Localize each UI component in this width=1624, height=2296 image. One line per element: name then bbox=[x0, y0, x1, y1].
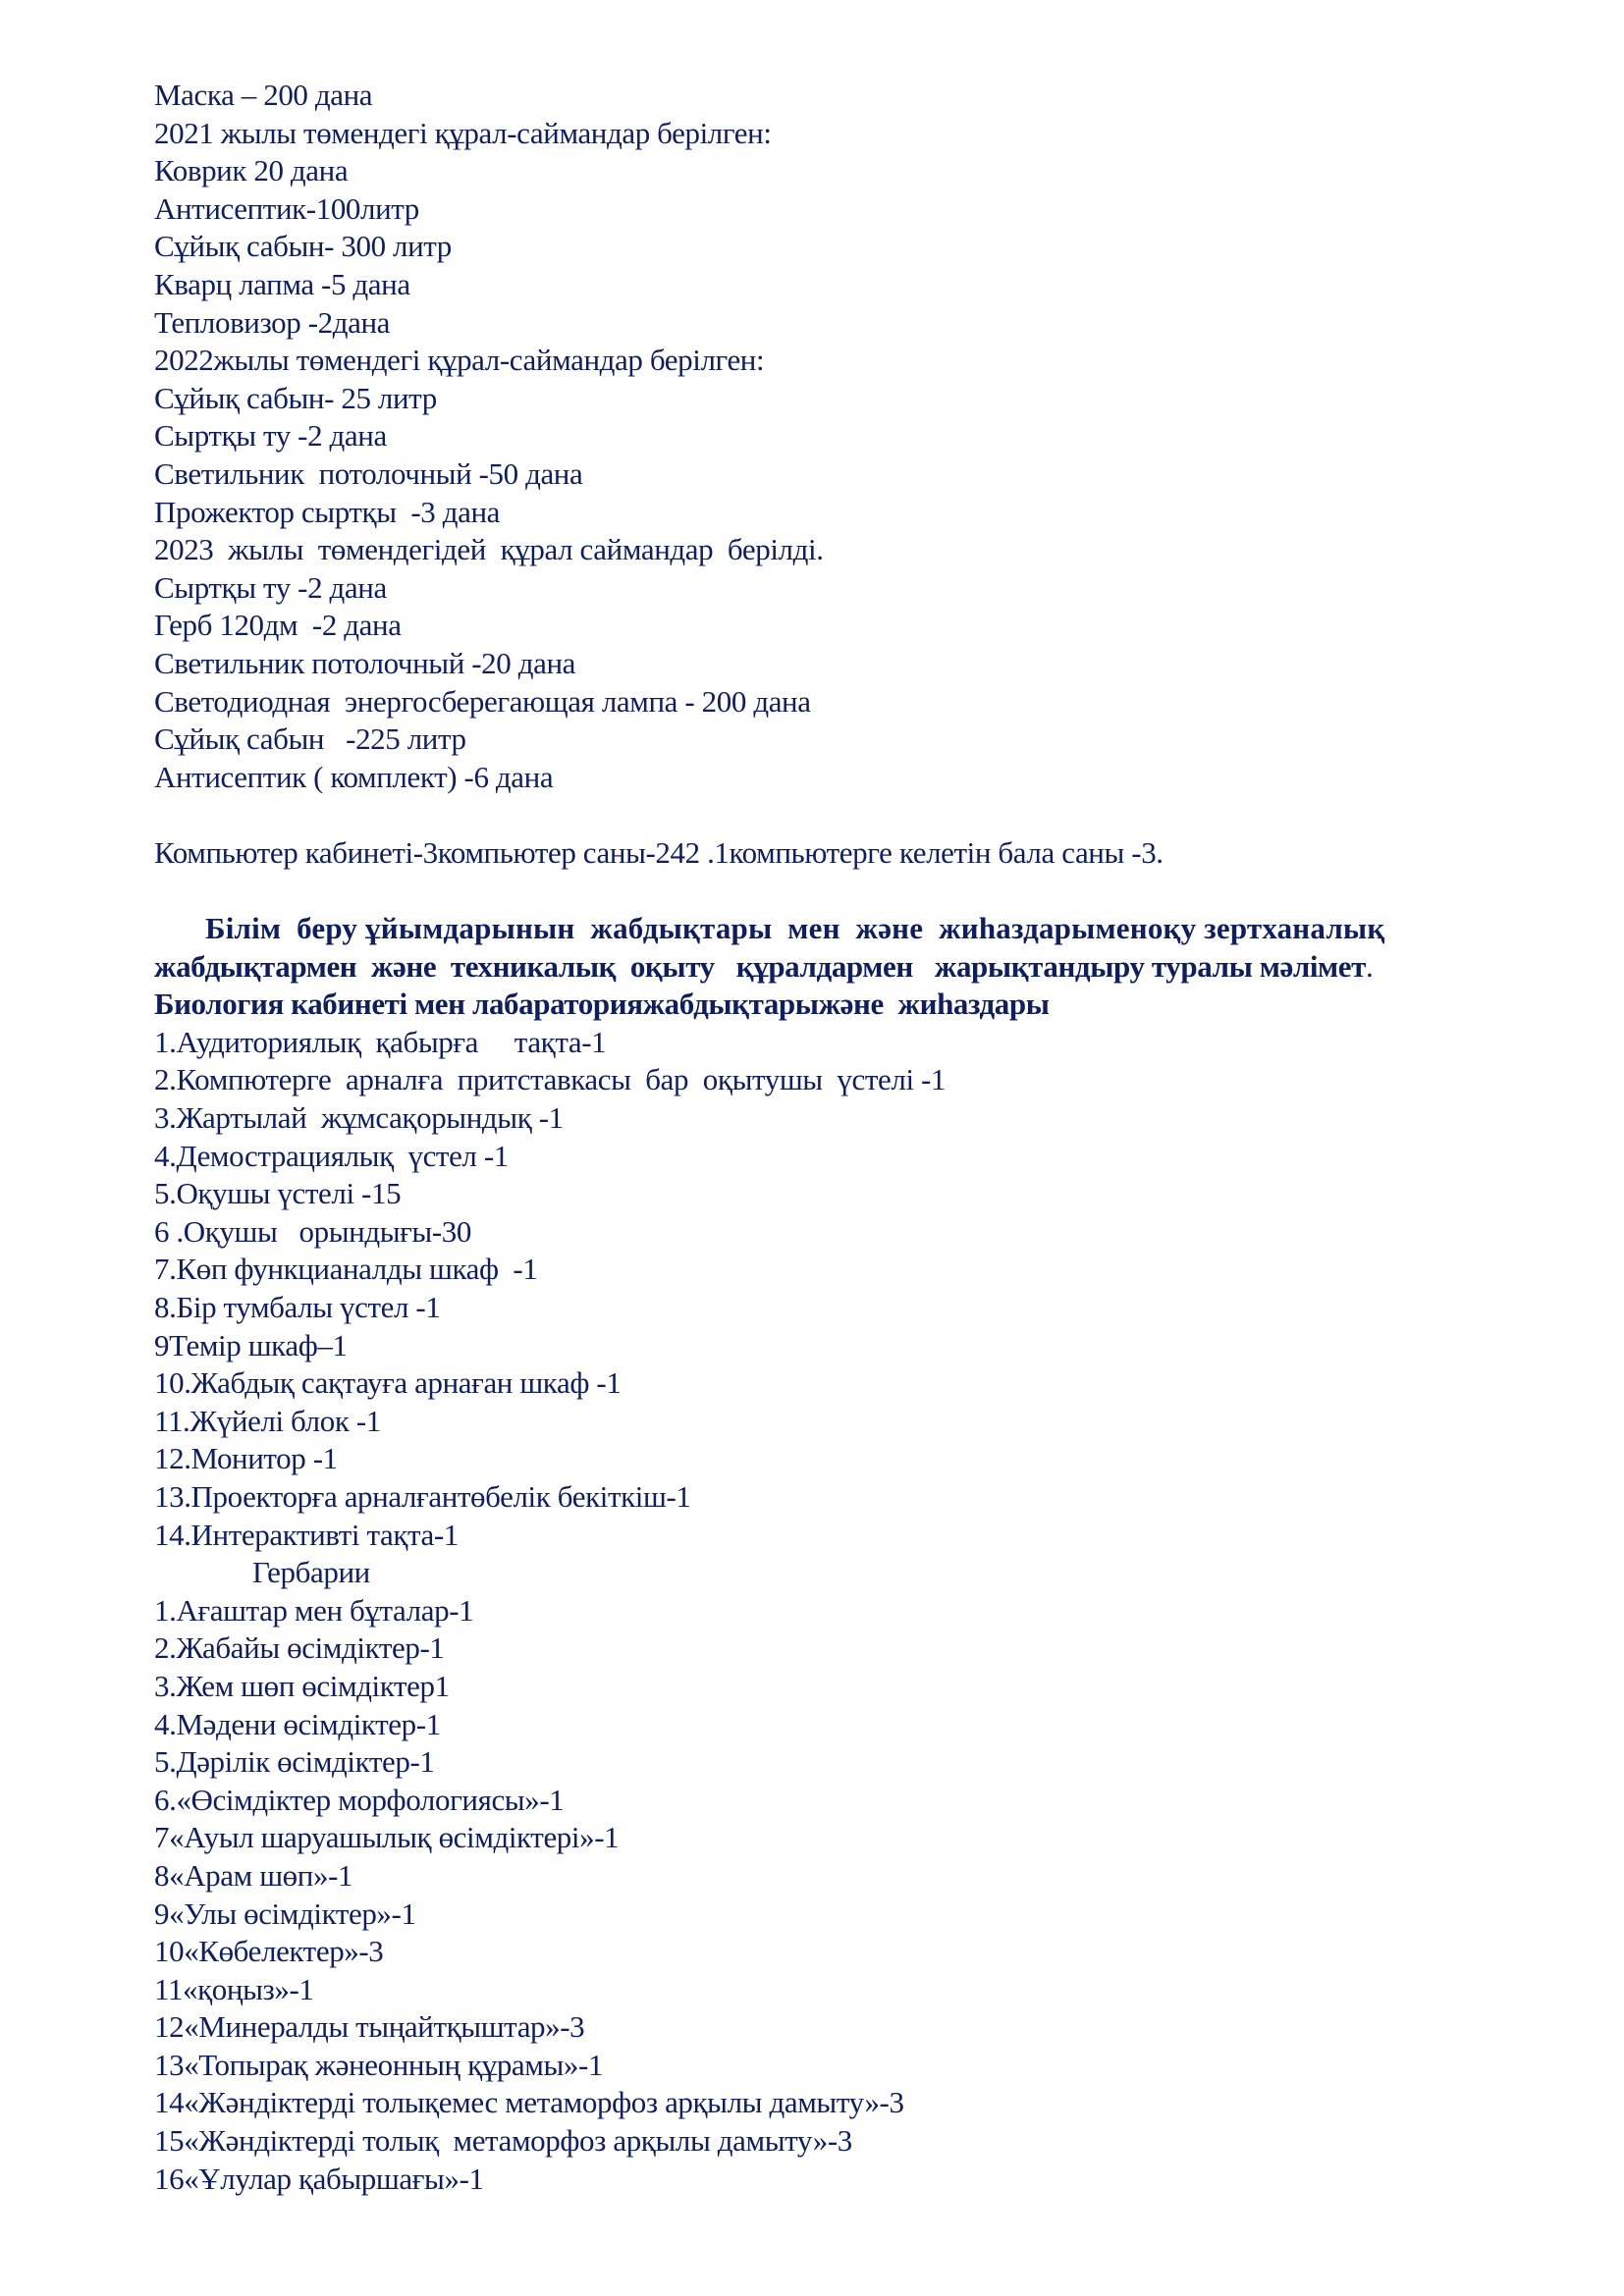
supply-line: Антисептик-100литр bbox=[154, 190, 419, 226]
equipment-item: 2.Компютерге арналға притставкасы бар оқытушы үстелі -1 bbox=[154, 1062, 947, 1097]
supply-line: Сұйық сабын -225 литр bbox=[154, 721, 466, 757]
supply-line: Сұйық сабын- 300 литр bbox=[154, 229, 452, 264]
heading-line-1: Білім беру ұйымдарынын жабдықтары мен және жиhаздарыменоқу зертханалық bbox=[205, 911, 1385, 946]
computer-room-info: Компьютер кабинеті-3компьютер саны-242 .1компьютерге келетін бала саны -3. bbox=[154, 834, 1164, 870]
herbarium-item: 5.Дәрілік өсімдіктер-1 bbox=[154, 1744, 435, 1780]
document-page bbox=[154, 77, 1529, 2198]
equipment-item: 9Темір шкаф–1 bbox=[154, 1327, 348, 1362]
supply-line: Светильник потолочный -50 дана bbox=[154, 455, 583, 491]
herbarium-item: 12«Минералды тыңайтқыштар»-3 bbox=[154, 2009, 585, 2045]
equipment-list bbox=[154, 1024, 1529, 1554]
supply-line: Прожектор сыртқы -3 дана bbox=[154, 494, 500, 529]
herbarium-item: 13«Топырақ жәнеонның құрамы»-1 bbox=[154, 2047, 604, 2082]
heading-line-2-text: жабдықтармен және техникалық оқыту құралдармен жарықтандыру туралы мәлімет bbox=[154, 948, 1366, 984]
herbarium-item: 1.Ағаштар мен бұталар-1 bbox=[154, 1592, 474, 1628]
supplies-list bbox=[154, 77, 1529, 796]
supply-line: Тепловизор -2дана bbox=[154, 304, 391, 340]
supply-line: Коврик 20 дана bbox=[154, 153, 349, 188]
supply-year-heading: 2022жылы төмендегі құрал-саймандар берілген: bbox=[154, 343, 765, 378]
equipment-item: 3.Жартылай жұмсақорындық -1 bbox=[154, 1100, 564, 1136]
herbarium-item: 4.Мәдени өсімдіктер-1 bbox=[154, 1706, 441, 1741]
herbarium-item: 8«Арам шөп»-1 bbox=[154, 1857, 353, 1893]
supply-line: Светодиодная энергосберегающая лампа - 200 дана bbox=[154, 683, 811, 719]
herbarium-item: 9«Улы өсімдіктер»-1 bbox=[154, 1896, 416, 1931]
equipment-item: 7.Көп функцианалды шкаф -1 bbox=[154, 1252, 538, 1287]
herbarium-item: 2.Жабайы өсімдіктер-1 bbox=[154, 1630, 445, 1666]
herbarium-item: 10«Көбелектер»-3 bbox=[154, 1934, 384, 1969]
heading-line-2 bbox=[154, 948, 1529, 987]
supply-line: Маска – 200 дана bbox=[154, 78, 373, 112]
equipment-item: 8.Бір тумбалы үстел -1 bbox=[154, 1290, 441, 1324]
equipment-item: 12.Монитор -1 bbox=[154, 1441, 338, 1476]
section-heading bbox=[154, 910, 1529, 1024]
equipment-item: 6 .Оқушы орындығы-30 bbox=[154, 1213, 471, 1249]
supply-line: Сыртқы ту -2 дана bbox=[154, 418, 387, 454]
equipment-item: 10.Жабдық сақтауға арнаған шкаф -1 bbox=[154, 1365, 622, 1401]
spacer bbox=[154, 872, 1529, 910]
herbarium-item: 6.«Өсімдіктер морфологиясы»-1 bbox=[154, 1782, 565, 1817]
supply-year-heading: 2023 жылы төмендегідей құрал саймандар берілді. bbox=[154, 532, 824, 567]
herbarium-item: 15«Жәндіктерді толық метаморфоз арқылы дамыту»-3 bbox=[154, 2123, 852, 2159]
herbarium-item: 3.Жем шөп өсімдіктер1 bbox=[154, 1668, 450, 1703]
herbarium-item: 16«Ұлулар қабыршағы»-1 bbox=[154, 2161, 484, 2196]
equipment-item: 14.Интерактивті тақта-1 bbox=[154, 1517, 459, 1552]
equipment-item: 11.Жүйелі блок -1 bbox=[154, 1403, 381, 1438]
equipment-item: 4.Демострациялық үстел -1 bbox=[154, 1138, 509, 1173]
equipment-item: 13.Проекторға арналғантөбелік бекіткіш-1 bbox=[154, 1478, 691, 1514]
herbarium-item: 11«қоңыз»-1 bbox=[154, 1971, 314, 2006]
supply-line: Светильник потолочный -20 дана bbox=[154, 645, 576, 680]
equipment-item: 1.Аудиториялық қабырға тақта-1 bbox=[154, 1024, 607, 1059]
supply-line: Кварц лапма -5 дана bbox=[154, 266, 410, 301]
heading-line-2-period: . bbox=[1365, 948, 1374, 984]
herbarium-title: Гербарии bbox=[252, 1555, 370, 1590]
herbarium-item: 7«Ауыл шаруашылық өсімдіктері»-1 bbox=[154, 1820, 620, 1855]
herbarium-item: 14«Жәндіктерді толықемес метаморфоз арқылы дамыту»-3 bbox=[154, 2085, 904, 2120]
supply-year-heading: 2021 жылы төмендегі құрал-саймандар берілген: bbox=[154, 115, 772, 150]
supply-line: Антисептик ( комплект) -6 дана bbox=[154, 759, 554, 794]
herbarium-section bbox=[154, 1554, 1529, 2198]
spacer bbox=[154, 796, 1529, 834]
supply-line: Герб 120дм -2 дана bbox=[154, 608, 402, 643]
supply-line: Сыртқы ту -2 дана bbox=[154, 569, 387, 605]
equipment-item: 5.Оқушы үстелі -15 bbox=[154, 1176, 402, 1211]
heading-line-3: Биология кабинеті мен лабараторияжабдықтарыжәне жиhаздары bbox=[154, 987, 1050, 1022]
supply-line: Сұйық сабын- 25 литр bbox=[154, 380, 437, 415]
